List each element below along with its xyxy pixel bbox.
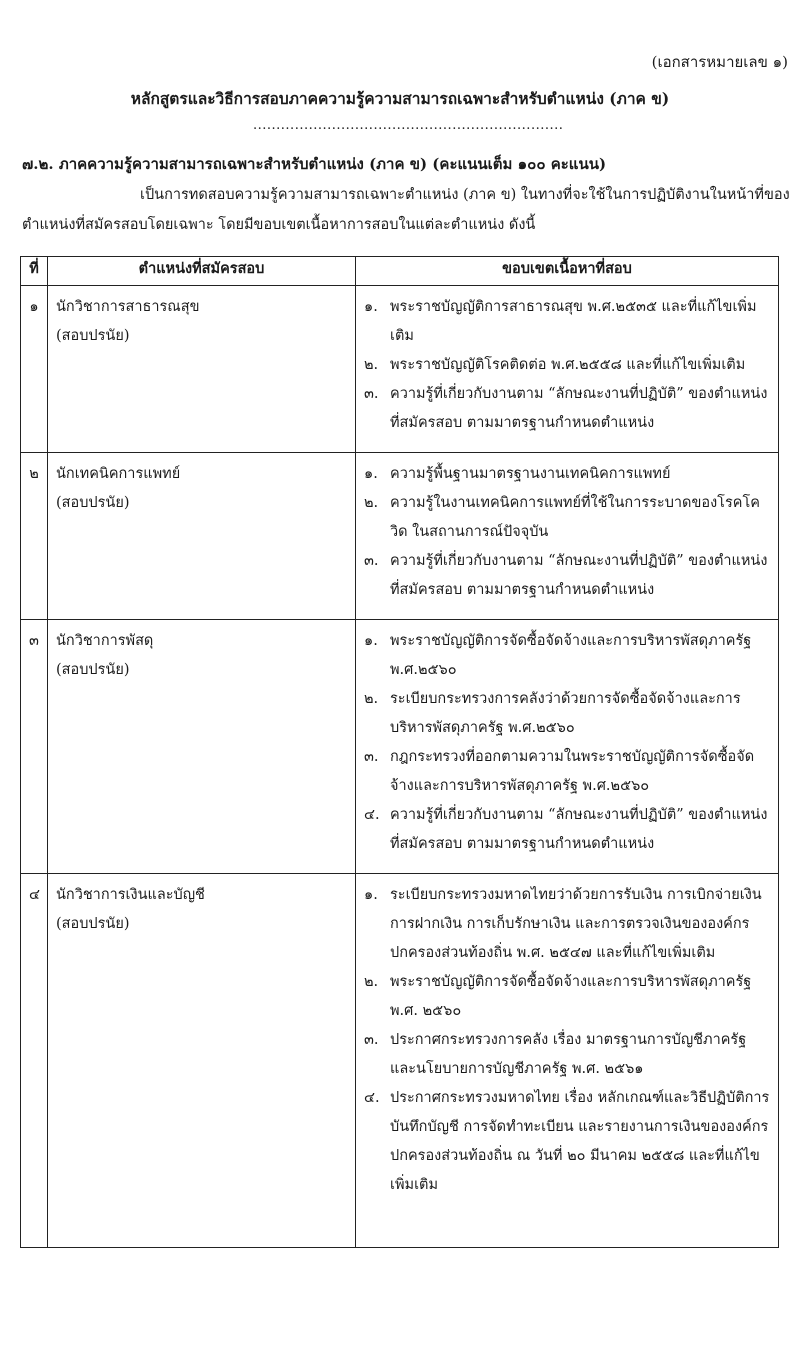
list-item [364,743,770,801]
item-text: ระเบียบกระทรวงมหาดไทยว่าด้วยการรับเงิน การเบิกจ่ายเงิน การฝากเงิน การเก็บรักษาเงิน และการตรวจเงินขององค์กรปกครองส่วนท้องถิ่น พ.ศ. ๒๕๔๗ และที่แก้ไขเพิ่มเติม [390,887,762,961]
list-item [364,801,770,859]
exam-mode: (สอบปรนัย) [56,662,130,678]
header-no: ที่ [21,257,48,286]
position-name: นักวิชาการเงินและบัญชี [56,887,205,903]
exam-scope-table [20,256,779,1248]
item-text: ความรู้ในงานเทคนิคการแพทย์ที่ใช้ในการระบาดของโรคโควิด ในสถานการณ์ปัจจุบัน [390,495,760,540]
list-item [364,1026,770,1084]
section-heading: ๗.๒. ภาคความรู้ความสามารถเฉพาะสำหรับตำแหน่ง (ภาค ข) (คะแนนเต็ม ๑๐๐ คะแนน) [22,155,607,173]
item-text: ประกาศกระทรวงการคลัง เรื่อง มาตรฐานการบัญชีภาครัฐและนโยบายการบัญชีภาครัฐ พ.ศ. ๒๕๖๑ [390,1032,747,1077]
item-text: ความรู้ที่เกี่ยวกับงานตาม “ลักษณะงานที่ปฏิบัติ” ของตำแหน่งที่สมัครสอบ ตามมาตรฐานกำหนดตำแหน่ง [390,553,768,598]
scope-cell [356,286,779,453]
item-number: ๓. [364,749,379,765]
row-number: ๔ [21,874,48,1248]
document-reference: (เอกสารหมายเลข ๑) [651,53,788,71]
item-number: ๓. [364,386,379,402]
scope-list [364,881,770,1200]
header-scope: ขอบเขตเนื้อหาที่สอบ [356,257,779,286]
table-header-row [21,257,779,286]
list-item [364,489,770,547]
list-item [364,685,770,743]
position-name: นักวิชาการสาธารณสุข [56,299,200,315]
position-cell [48,874,356,1248]
list-item [364,881,770,968]
dotted-separator: ................................................................... [253,118,564,133]
list-item [364,460,770,489]
header-position: ตำแหน่งที่สมัครสอบ [48,257,356,286]
item-number: ๑. [364,299,378,315]
row-number: ๒ [21,453,48,620]
scope-cell [356,453,779,620]
item-text: พระราชบัญญัติการจัดซื้อจัดจ้างและการบริหารพัสดุภาครัฐ พ.ศ.๒๕๖๐ [390,633,752,678]
item-text: พระราชบัญญัติโรคติดต่อ พ.ศ.๒๕๕๘ และที่แก้ไขเพิ่มเติม [390,357,746,373]
item-number: ๑. [364,633,378,649]
position-cell [48,286,356,453]
item-number: ๓. [364,553,379,569]
scope-list [364,460,770,605]
item-text: ระเบียบกระทรวงการคลังว่าด้วยการจัดซื้อจัดจ้างและการบริหารพัสดุภาครัฐ พ.ศ.๒๕๖๐ [390,691,741,736]
item-text: กฎกระทรวงที่ออกตามความในพระราชบัญญัติการจัดซื้อจัดจ้างและการบริหารพัสดุภาครัฐ พ.ศ.๒๕๖๐ [390,749,755,794]
item-number: ๔. [364,1090,380,1106]
intro-text: เป็นการทดสอบความรู้ความสามารถเฉพาะตำแหน่ง (ภาค ข) ในทางที่จะใช้ในการปฏิบัติงานในหน้าที่ของตำแหน่งที่สมัครสอบโดยเฉพาะ โดยมีขอบเขตเนื้อหาการสอบในแต่ละตำแหน่ง ดังนี้ [22,187,790,233]
item-number: ๓. [364,1032,379,1048]
scope-cell [356,874,779,1248]
item-text: พระราชบัญญัติการจัดซื้อจัดจ้างและการบริหารพัสดุภาครัฐ พ.ศ. ๒๕๖๐ [390,974,752,1019]
position-cell [48,620,356,874]
list-item [364,1084,770,1200]
position-name: นักวิชาการพัสดุ [56,633,154,649]
item-number: ๒. [364,495,379,511]
table-row [21,286,779,453]
item-number: ๒. [364,691,379,707]
intro-paragraph [22,180,792,240]
list-item [364,293,770,351]
list-item [364,351,770,380]
scope-list [364,627,770,859]
scope-list [364,293,770,438]
item-text: พระราชบัญญัติการสาธารณสุข พ.ศ.๒๕๓๕ และที่แก้ไขเพิ่มเติม [390,299,757,344]
item-number: ๒. [364,357,379,373]
item-number: ๑. [364,466,378,482]
position-cell [48,453,356,620]
exam-mode: (สอบปรนัย) [56,916,130,932]
exam-mode: (สอบปรนัย) [56,495,130,511]
item-number: ๒. [364,974,379,990]
list-item [364,968,770,1026]
item-number: ๑. [364,887,378,903]
scope-cell [356,620,779,874]
position-name: นักเทคนิคการแพทย์ [56,466,181,482]
table-row [21,453,779,620]
list-item [364,627,770,685]
item-number: ๔. [364,807,380,823]
item-text: ประกาศกระทรวงมหาดไทย เรื่อง หลักเกณฑ์และวิธีปฏิบัติการบันทึกบัญชี การจัดทำทะเบียน และรายงานการเงินขององค์กรปกครองส่วนท้องถิ่น ณ วันที่ ๒๐ มีนาคม ๒๕๕๘ และที่แก้ไขเพิ่มเติม [390,1090,770,1193]
row-number: ๑ [21,286,48,453]
item-text: ความรู้ที่เกี่ยวกับงานตาม “ลักษณะงานที่ปฏิบัติ” ของตำแหน่งที่สมัครสอบ ตามมาตรฐานกำหนดตำแหน่ง [390,807,768,852]
table-row [21,874,779,1248]
item-text: ความรู้พื้นฐานมาตรฐานงานเทคนิคการแพทย์ [390,466,671,482]
row-number: ๓ [21,620,48,874]
document-title: หลักสูตรและวิธีการสอบภาคความรู้ความสามารถเฉพาะสำหรับตำแหน่ง (ภาค ข) [130,89,670,108]
list-item [364,547,770,605]
table-row [21,620,779,874]
item-text: ความรู้ที่เกี่ยวกับงานตาม “ลักษณะงานที่ปฏิบัติ” ของตำแหน่งที่สมัครสอบ ตามมาตรฐานกำหนดตำแหน่ง [390,386,768,431]
exam-mode: (สอบปรนัย) [56,328,130,344]
list-item [364,380,770,438]
